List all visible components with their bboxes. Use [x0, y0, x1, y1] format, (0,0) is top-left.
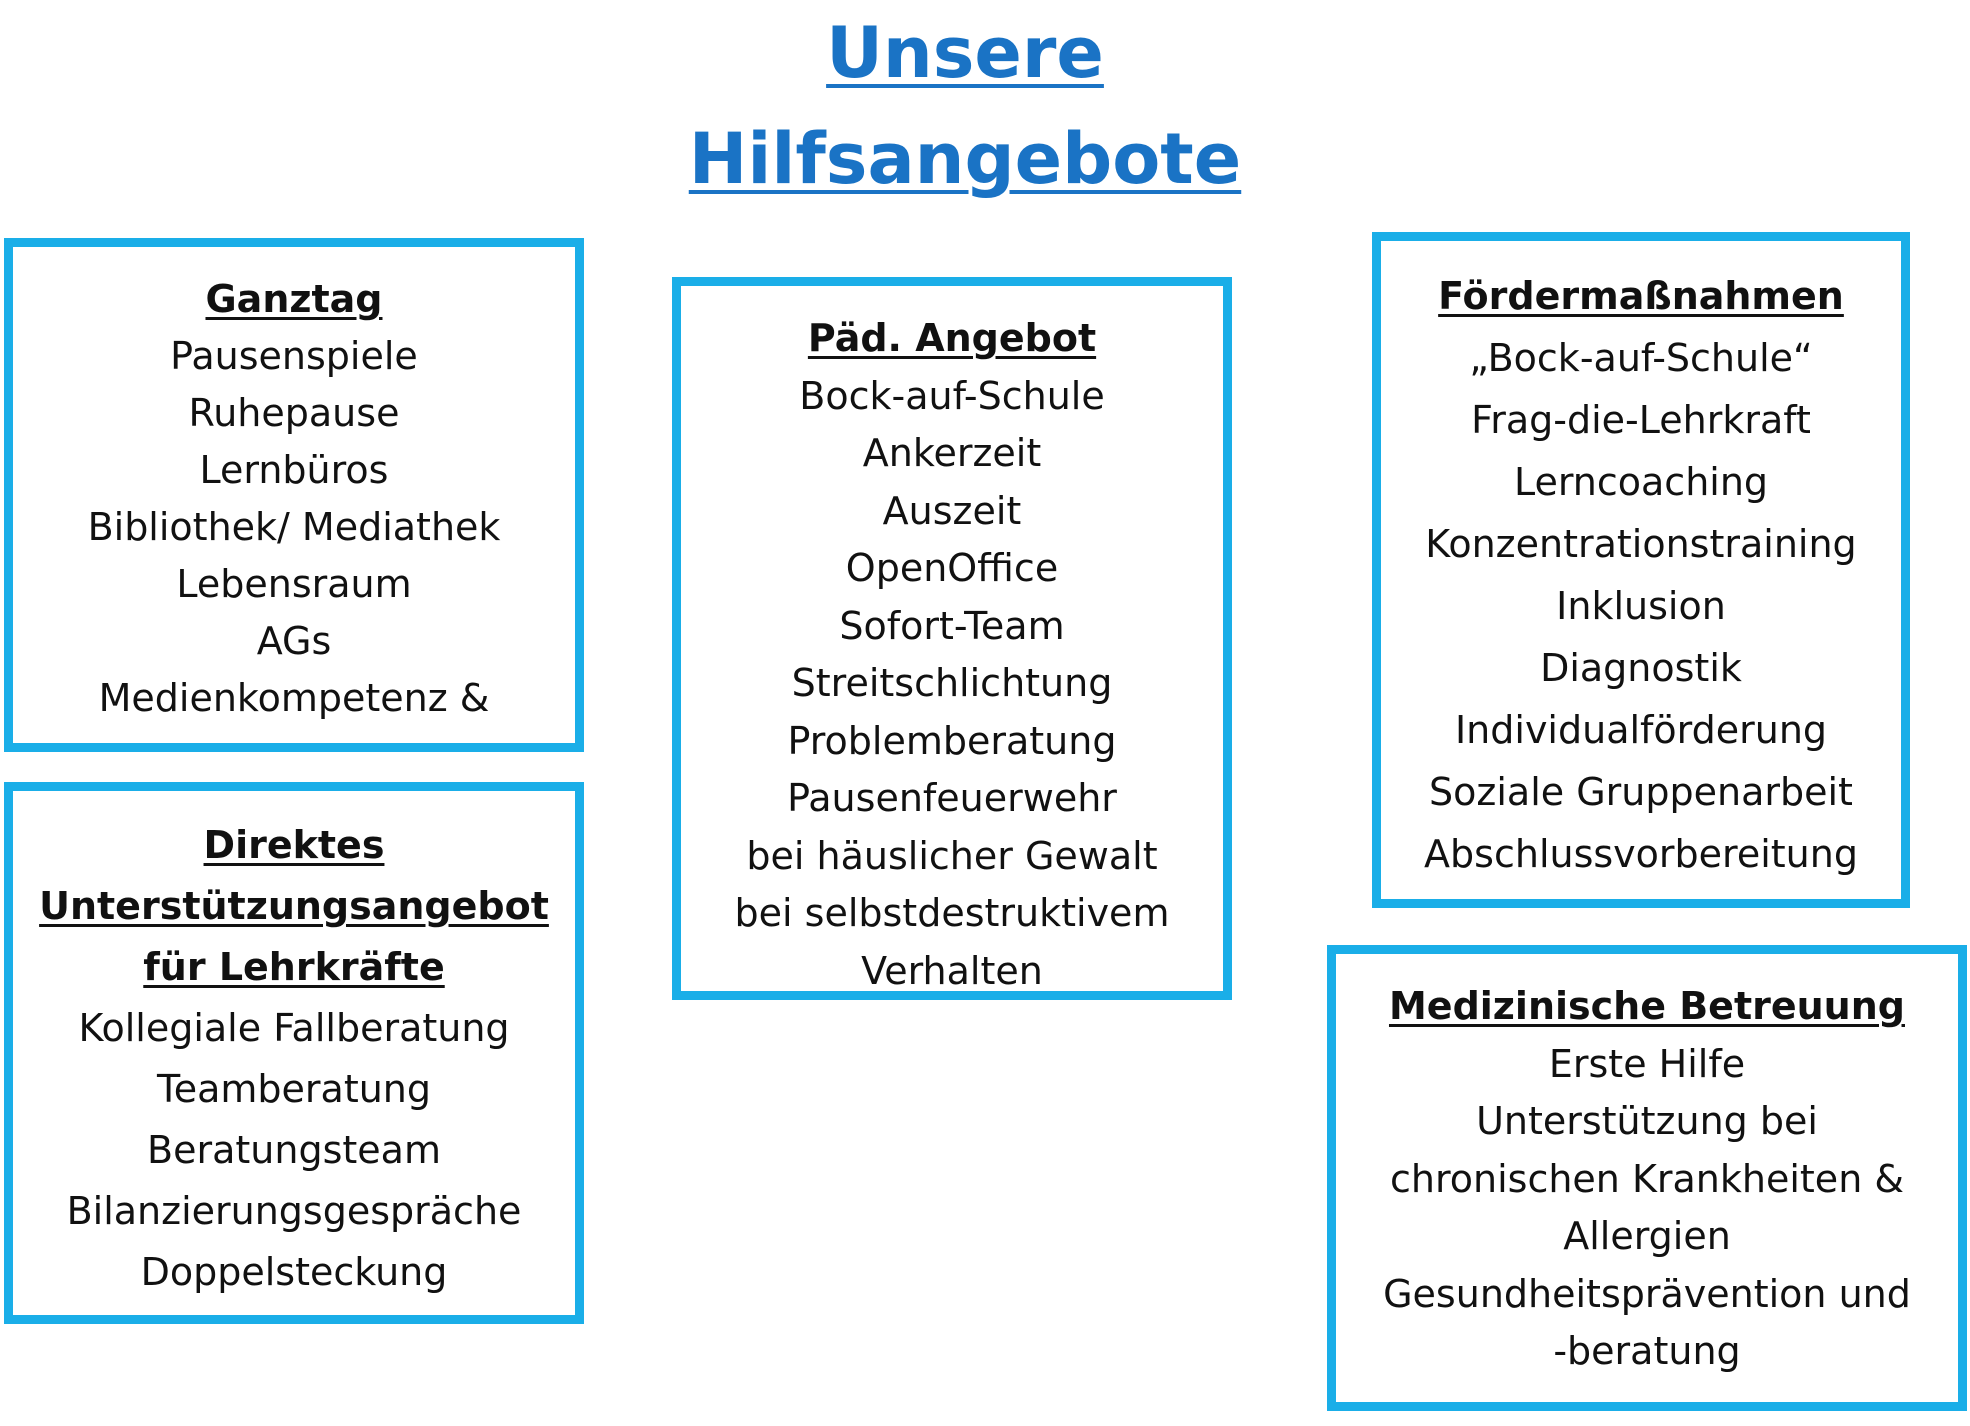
list-item: bei selbstdestruktivem — [734, 891, 1170, 935]
box-paed-angebot — [672, 277, 1232, 1000]
box-heading: Unterstützungsangebot — [39, 884, 549, 928]
box-heading: für Lehrkräfte — [143, 945, 445, 989]
list-item: Pausenspiele — [170, 334, 418, 378]
list-item: Problemberatung — [787, 718, 1117, 763]
list-item: Bibliothek/ Mediathek — [87, 505, 501, 549]
list-item: Erste Hilfe — [1548, 1041, 1746, 1086]
list-item: Inklusion — [1556, 584, 1726, 628]
box-medizinische-betreuung — [1327, 945, 1967, 1411]
page-title — [585, 0, 1345, 212]
box-heading: Direktes — [203, 823, 385, 867]
list-item: „Bock-auf-Schule“ — [1469, 336, 1813, 380]
list-item: Lerncoaching — [1513, 460, 1769, 504]
list-item: Ruhepause — [188, 391, 400, 435]
box-heading: Medizinische Betreuung — [1388, 984, 1905, 1028]
list-item: -beratung — [1553, 1329, 1741, 1373]
title-line-2: Hilfsangebote — [688, 118, 1242, 200]
list-item: Bilanzierungsgespräche — [66, 1189, 522, 1233]
title-line-1: Unsere — [826, 12, 1104, 94]
list-item: Kollegiale Fallberatung — [78, 1006, 510, 1050]
list-item: AGs — [256, 619, 332, 663]
list-item: Lebensraum — [176, 562, 412, 606]
list-item: Medienkompetenz & — [98, 676, 490, 720]
list-item: Allergien — [1563, 1214, 1731, 1258]
list-item: Individualförderung — [1454, 708, 1828, 752]
list-item: Doppelsteckung — [140, 1250, 448, 1294]
list-item: Beratungsteam — [147, 1128, 441, 1172]
box-lehrkraefte — [4, 782, 584, 1324]
list-item: chronischen Krankheiten & — [1390, 1156, 1904, 1201]
list-item: Auszeit — [882, 488, 1022, 533]
box-heading: Päd. Angebot — [807, 316, 1097, 360]
box-heading: Ganztag — [205, 277, 383, 321]
list-item: Frag-die-Lehrkraft — [1471, 398, 1811, 442]
list-item: Abschlussvorbereitung — [1424, 832, 1858, 876]
list-item: Pausenfeuerwehr — [787, 776, 1117, 820]
list-item: Verhalten — [861, 948, 1043, 993]
list-item: Unterstützung bei — [1476, 1099, 1818, 1143]
list-item: Ankerzeit — [862, 431, 1042, 475]
list-item: Gesundheitsprävention und — [1383, 1271, 1911, 1316]
box-foerdermassnahmen — [1372, 232, 1910, 908]
box-heading: Fördermaßnahmen — [1438, 274, 1844, 318]
list-item: Soziale Gruppenarbeit — [1429, 770, 1853, 814]
box-ganztag — [4, 238, 584, 752]
list-item: OpenOffice — [845, 546, 1059, 590]
list-item: Sofort-Team — [839, 603, 1065, 648]
list-item: Bock-auf-Schule — [799, 373, 1105, 418]
list-item: Streitschlichtung — [791, 661, 1113, 705]
list-item: Teamberatung — [156, 1067, 432, 1111]
list-item: Lernbüros — [199, 448, 389, 492]
list-item: Konzentrationstraining — [1425, 522, 1857, 566]
list-item: bei häuslicher Gewalt — [746, 833, 1158, 878]
list-item: Diagnostik — [1540, 646, 1742, 690]
